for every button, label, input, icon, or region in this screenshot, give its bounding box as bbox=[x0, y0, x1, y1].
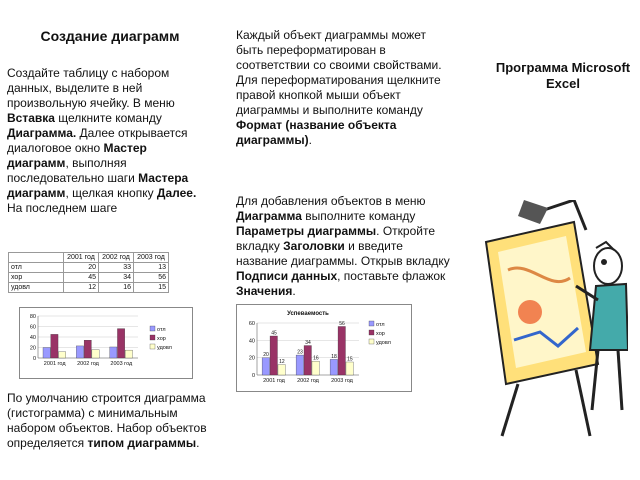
table-row bbox=[9, 283, 169, 293]
menu-chart-label: Диаграмма bbox=[236, 209, 302, 223]
legend-swatch bbox=[150, 344, 155, 349]
table-cell: 12 bbox=[64, 283, 99, 293]
chart-options-label: Параметры диаграммы bbox=[236, 224, 377, 238]
table-cell: 56 bbox=[134, 273, 169, 283]
text-segment: , щелкая кнопку bbox=[65, 186, 157, 200]
data-label: 20 bbox=[263, 352, 269, 359]
data-table bbox=[8, 252, 196, 302]
text-segment: Создайте таблицу с набором данных, выделите в ней произвольную ячейку. В меню bbox=[7, 66, 175, 110]
table-cell: 33 bbox=[99, 263, 134, 273]
data-label: 16 bbox=[313, 355, 319, 362]
row-label: удовл bbox=[9, 283, 64, 293]
legend-swatch bbox=[150, 335, 155, 340]
table-corner-cell bbox=[9, 253, 64, 263]
formatted-chart-svg bbox=[237, 305, 411, 391]
bar bbox=[125, 350, 132, 358]
y-tick-label: 40 bbox=[29, 335, 36, 341]
legend-label: хор bbox=[376, 331, 385, 337]
table-cell: 15 bbox=[134, 283, 169, 293]
data-label: 34 bbox=[305, 340, 311, 347]
table-header-row bbox=[9, 253, 169, 263]
bar bbox=[330, 359, 337, 375]
legend-swatch bbox=[369, 321, 374, 326]
legend-label: удовл bbox=[376, 340, 391, 346]
bar bbox=[84, 340, 91, 358]
text-segment: выполните команду bbox=[301, 209, 416, 223]
x-tick-label: 2001 год bbox=[263, 378, 285, 384]
legend-swatch bbox=[150, 326, 155, 331]
bar bbox=[270, 336, 277, 375]
legend-label: удовл bbox=[157, 345, 172, 351]
bar bbox=[262, 358, 269, 375]
text-segment: . bbox=[196, 436, 200, 450]
bar bbox=[278, 365, 285, 375]
bar bbox=[76, 346, 83, 358]
formatted-chart[interactable] bbox=[236, 304, 412, 392]
x-tick-label: 2002 год bbox=[77, 361, 99, 367]
table-cell: 45 bbox=[64, 273, 99, 283]
y-tick-label: 20 bbox=[29, 345, 36, 352]
text-segment: . bbox=[308, 133, 313, 147]
bar bbox=[92, 350, 99, 358]
text-segment: Для добавления объектов в меню bbox=[236, 194, 426, 208]
y-tick-label: 20 bbox=[248, 355, 255, 362]
y-tick-label: 60 bbox=[29, 324, 36, 331]
bar bbox=[312, 361, 319, 375]
bar bbox=[117, 329, 124, 358]
y-tick-label: 0 bbox=[32, 356, 36, 362]
data-labels-tab-label: Подписи данных bbox=[236, 269, 338, 283]
next-button-label: Далее. bbox=[156, 186, 197, 200]
chart-wizard-steps-label: Мастера диаграмм bbox=[7, 171, 189, 200]
data-label: 45 bbox=[271, 330, 277, 337]
row-label: хор bbox=[9, 273, 64, 283]
table-cell: 16 bbox=[99, 283, 134, 293]
menu-insert-label: Вставка bbox=[7, 111, 55, 125]
row-label: отл bbox=[9, 263, 64, 273]
bar bbox=[296, 355, 303, 375]
text-segment: Далее открывается диалоговое окно bbox=[7, 126, 188, 155]
easel-canvas-icon bbox=[486, 222, 598, 436]
add-objects-text bbox=[236, 194, 454, 306]
data-label: 12 bbox=[279, 359, 285, 366]
legend-label: отл bbox=[157, 327, 166, 333]
bar bbox=[304, 346, 311, 375]
chart-title: Успеваемость bbox=[287, 311, 329, 317]
table-header-cell: 2002 год bbox=[99, 253, 134, 263]
data-label: 18 bbox=[331, 353, 337, 360]
data-label: 15 bbox=[347, 356, 353, 363]
slide-title: Создание диаграмм bbox=[40, 28, 180, 44]
titles-tab-label: Заголовки bbox=[283, 239, 345, 253]
table-cell: 13 bbox=[134, 263, 169, 273]
text-segment: По умолчанию строится диаграмма (гистограмма) с минимальным набором объектов. Набор объектов определяется bbox=[7, 391, 207, 450]
lamp-icon bbox=[518, 200, 586, 230]
bar bbox=[43, 348, 50, 359]
text-segment: . Откройте вкладку bbox=[236, 224, 435, 253]
legend-swatch bbox=[369, 339, 374, 344]
instructions-text bbox=[7, 66, 197, 216]
y-tick-label: 60 bbox=[248, 321, 255, 327]
x-tick-label: 2001 год bbox=[43, 361, 66, 367]
format-command-label: Формат (название объекта диаграммы) bbox=[236, 118, 397, 147]
y-tick-label: 0 bbox=[251, 373, 255, 379]
y-tick-label: 40 bbox=[248, 338, 255, 345]
text-segment: и введите название диаграммы. Открыв вкладку bbox=[236, 239, 450, 268]
values-checkbox-label: Значения bbox=[236, 284, 293, 298]
chart-type-label: типом диаграммы bbox=[87, 436, 197, 450]
bar bbox=[338, 326, 345, 375]
format-text bbox=[236, 28, 454, 148]
text-segment: , выполняя последовательно шаги bbox=[7, 156, 139, 185]
x-tick-label: 2003 год bbox=[331, 378, 353, 384]
program-label: Программа Microsoft Excel bbox=[495, 60, 631, 91]
legend-label: хор bbox=[157, 336, 166, 342]
table-header-cell: 2001 год bbox=[64, 253, 99, 263]
text-segment: На последнем шаге bbox=[7, 201, 118, 215]
legend-label: отл bbox=[376, 322, 385, 328]
table-row bbox=[9, 273, 169, 283]
table-cell: 20 bbox=[64, 263, 99, 273]
command-chart-label: Диаграмма. bbox=[7, 126, 77, 140]
x-tick-label: 2002 год bbox=[297, 378, 319, 384]
bar bbox=[51, 334, 58, 358]
default-chart-text bbox=[7, 391, 207, 451]
default-chart[interactable] bbox=[19, 307, 193, 379]
x-tick-label: 2003 год bbox=[110, 361, 133, 367]
text-segment: Каждый объект диаграммы может быть переформатирован в соответствии со своими свойствами. Для переформатирования щелкните правой кнопкой мыши объект диаграммы и выполните команду bbox=[236, 28, 442, 117]
table-header-cell: 2003 год bbox=[134, 253, 169, 263]
y-tick-label: 80 bbox=[29, 314, 36, 320]
bar bbox=[346, 362, 353, 375]
table-row bbox=[9, 263, 169, 273]
text-segment: . bbox=[292, 284, 296, 298]
bar bbox=[59, 352, 66, 358]
text-segment: , поставьте флажок bbox=[337, 269, 446, 283]
bar bbox=[110, 347, 117, 358]
default-chart-svg bbox=[20, 308, 192, 378]
data-label: 56 bbox=[339, 320, 345, 327]
chart-wizard-label: Мастер диаграмм bbox=[7, 141, 147, 170]
data-label: 23 bbox=[297, 349, 303, 356]
legend-swatch bbox=[369, 330, 374, 335]
text-segment: щелкните команду bbox=[54, 111, 162, 125]
table-cell: 34 bbox=[99, 273, 134, 283]
artist-illustration bbox=[478, 200, 628, 440]
